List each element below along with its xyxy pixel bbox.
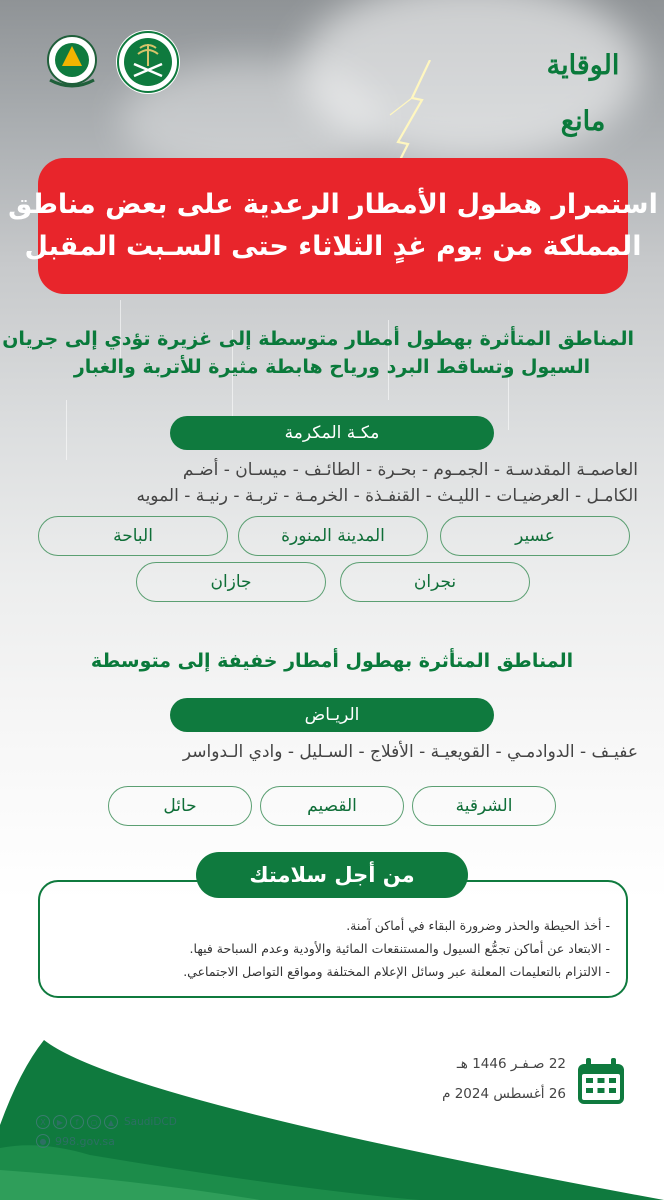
safety-tip: - أخذ الحيطة والحذر وضرورة البقاء في أماكن آمنة. [346, 918, 610, 933]
youtube-icon[interactable]: ▶ [53, 1115, 67, 1129]
region-header-makkah: مكـة المكرمة [170, 416, 494, 450]
region-pill-jazan: جازان [136, 562, 326, 602]
makkah-cities-line-1: العاصمـة المقدسـة - الجمـوم - بحـرة - الطائـف - ميسـان - أضـم [182, 460, 638, 480]
makkah-cities-line-2: الكامـل - العرضيـات - الليـث - القنفـذة - الخرمـة - تربـة - رنيـة - المويه [136, 486, 638, 506]
section1-title-line-1: المناطق المتأثرة بهطول أمطار متوسطة إلى غزيرة تؤدي إلى جريان [2, 328, 634, 350]
snapchat-icon[interactable]: ▲ [104, 1115, 118, 1129]
instagram-icon[interactable]: ○ [87, 1115, 101, 1129]
x-icon[interactable]: X [36, 1115, 50, 1129]
safety-tip: - الابتعاد عن أماكن تجمُّع السيول والمستنقعات المائية والأودية وعدم السباحة فيها. [189, 941, 610, 956]
region-pill-madinah: المدينة المنورة [238, 516, 428, 556]
brand-logo: الوقاية مانع [546, 50, 620, 137]
hijri-date: 22 صـفـر 1446 هـ [456, 1056, 566, 1072]
region-pill-najran: نجران [340, 562, 530, 602]
headline-banner [8, 158, 658, 294]
section1-title-line-2: السيول وتساقط البرد ورياح هابطة مثيرة للأتربة والغبار [73, 356, 591, 378]
riyadh-cities: عفيـف - الدوادمـي - القويعيـة - الأفلاج - السـليل - وادي الـدواسر [182, 742, 638, 762]
headline-line-1: استمرار هطول الأمطار الرعدية على بعض مناطق [8, 189, 658, 220]
region-header-riyadh: الريـاض [170, 698, 494, 732]
safety-tip: - الالتزام بالتعليمات المعلنة عبر وسائل الإعلام المختلفة ومواقع التواصل الاجتماعي. [183, 964, 610, 979]
region-pill-eastern: الشرقية [412, 786, 556, 826]
region-pill-qassim: القصيم [260, 786, 404, 826]
region-pill-asir: عسير [440, 516, 630, 556]
safety-title: من أجل سلامتك [196, 852, 468, 898]
calendar-icon [576, 1058, 626, 1106]
headline-line-2: المملكة من يوم غدٍ الثلاثاء حتى السـبت المقبل [24, 231, 642, 262]
social-links [36, 1115, 177, 1129]
facebook-icon[interactable]: f [70, 1115, 84, 1129]
globe-icon: ● [36, 1134, 50, 1148]
website-url[interactable]: 998.gov.sa [55, 1134, 115, 1148]
rain-streak [66, 400, 67, 460]
social-handle[interactable]: SaudiDCD [124, 1116, 177, 1128]
region-pill-baha: الباحة [38, 516, 228, 556]
civil-defense-emblem-icon [40, 30, 104, 94]
region-pill-hail: حائل [108, 786, 252, 826]
saudi-emblem-icon [116, 30, 180, 94]
website-link[interactable] [36, 1134, 115, 1148]
section2-title: المناطق المتأثرة بهطول أمطار خفيفة إلى متوسطة [90, 650, 574, 672]
gregorian-date: 26 أغسطس 2024 م [442, 1086, 566, 1102]
